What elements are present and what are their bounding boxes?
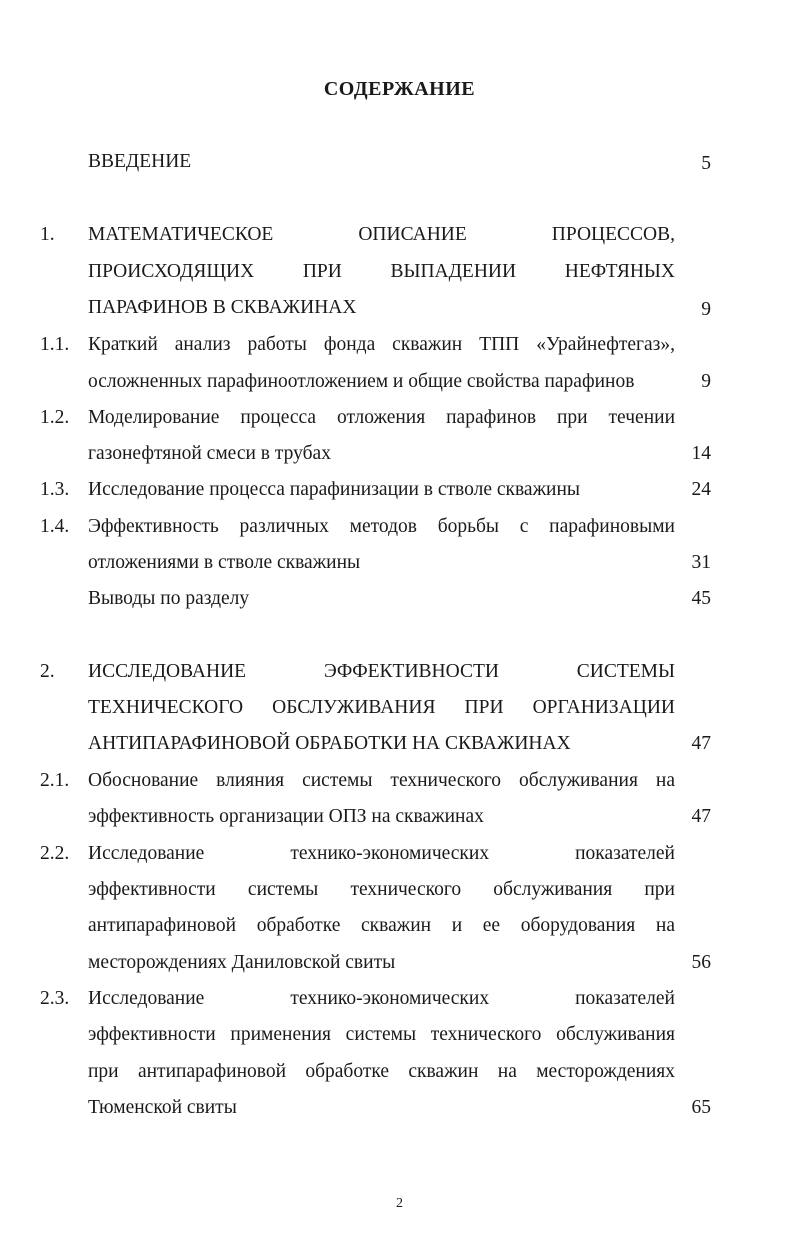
toc-entry-2-3-line-4: Тюменской свиты <box>88 1097 237 1118</box>
toc-entry-2-2-line-1: Исследование технико-экономических показателей <box>88 843 675 864</box>
toc-entry-2-3-line-3: при антипарафиновой обработке скважин на месторождениях <box>88 1061 675 1082</box>
toc-entry-2-number: 2. <box>40 661 55 682</box>
toc-entry-1-3-number: 1.3. <box>40 479 70 500</box>
toc-entry-2-3-line-2: эффективности применения системы технического обслуживания <box>88 1024 675 1045</box>
toc-entry-conclusions-line-1: Выводы по разделу <box>88 588 250 609</box>
toc-entry-1-1-line-1: Краткий анализ работы фонда скважин ТПП «Урайнефтегаз», <box>88 334 675 355</box>
toc-entry-1-line-2: ПРОИСХОДЯЩИХ ПРИ ВЫПАДЕНИИ НЕФТЯНЫХ <box>88 261 675 282</box>
toc-entry-1-2-number: 1.2. <box>40 407 70 428</box>
page-number: 2 <box>396 1196 403 1211</box>
toc-entry-2-1-line-1: Обоснование влияния системы технического обслуживания на <box>88 770 675 791</box>
toc-entry-1-4-number: 1.4. <box>40 516 70 537</box>
toc-entry-2-line-1: ИССЛЕДОВАНИЕ ЭФФЕКТИВНОСТИ СИСТЕМЫ <box>88 661 675 682</box>
toc-entry-1-3-line-1: Исследование процесса парафинизации в стволе скважины <box>88 479 581 500</box>
toc-entry-1-4-line-2: отложениями в стволе скважины <box>88 552 361 573</box>
toc-entry-1-page: 9 <box>701 299 711 320</box>
toc-entry-1-2-line-2: газонефтяной смеси в трубах <box>88 443 331 464</box>
toc-entry-1-2-line-1: Моделирование процесса отложения парафинов при течении <box>88 407 675 428</box>
toc-entry-1-1-number: 1.1. <box>40 334 70 355</box>
toc-entry-1-line-1: МАТЕМАТИЧЕСКОЕ ОПИСАНИЕ ПРОЦЕССОВ, <box>88 224 675 245</box>
toc-entry-1-2-page: 14 <box>691 443 711 464</box>
toc-entry-2-1-page: 47 <box>691 806 711 827</box>
toc-entry-2-2-line-4: месторождениях Даниловской свиты <box>88 952 396 973</box>
toc-entry-2-line-3: АНТИПАРАФИНОВОЙ ОБРАБОТКИ НА СКВАЖИНАХ <box>88 733 571 754</box>
page-title: СОДЕРЖАНИЕ <box>323 78 476 100</box>
toc-entry-1-4-line-1: Эффективность различных методов борьбы с парафиновыми <box>88 516 675 537</box>
toc-entry-conclusions-page: 45 <box>691 588 711 609</box>
toc-entry-1-line-3: ПАРАФИНОВ В СКВАЖИНАХ <box>88 297 357 318</box>
toc-entry-1-4-page: 31 <box>691 552 711 573</box>
toc-entry-1-1-page: 9 <box>701 371 711 392</box>
toc-entry-2-1-number: 2.1. <box>40 770 70 791</box>
toc-entry-2-3-page: 65 <box>691 1097 711 1118</box>
toc-entry-1-number: 1. <box>40 224 55 245</box>
toc-entry-2-page: 47 <box>691 733 711 754</box>
toc-entry-1-1-line-2: осложненных парафиноотложением и общие свойства парафинов <box>88 371 635 392</box>
toc-entry-1-3-page: 24 <box>691 479 711 500</box>
toc-entry-2-2-page: 56 <box>691 952 711 973</box>
toc-entry-2-1-line-2: эффективность организации ОПЗ на скважинах <box>88 806 484 827</box>
toc-entry-2-2-line-2: эффективности системы технического обслуживания при <box>88 879 675 900</box>
toc-entry-2-line-2: ТЕХНИЧЕСКОГО ОБСЛУЖИВАНИЯ ПРИ ОРГАНИЗАЦИИ <box>88 697 675 718</box>
toc-entry-2-3-line-1: Исследование технико-экономических показателей <box>88 988 675 1009</box>
toc-entry-2-3-number: 2.3. <box>40 988 70 1009</box>
toc-entry-2-2-number: 2.2. <box>40 843 70 864</box>
toc-entry-2-2-line-3: антипарафиновой обработке скважин и ее оборудования на <box>88 915 675 936</box>
toc-entry-introduction-page: 5 <box>701 153 711 174</box>
toc-entry-introduction-line-1: ВВЕДЕНИЕ <box>88 151 192 172</box>
